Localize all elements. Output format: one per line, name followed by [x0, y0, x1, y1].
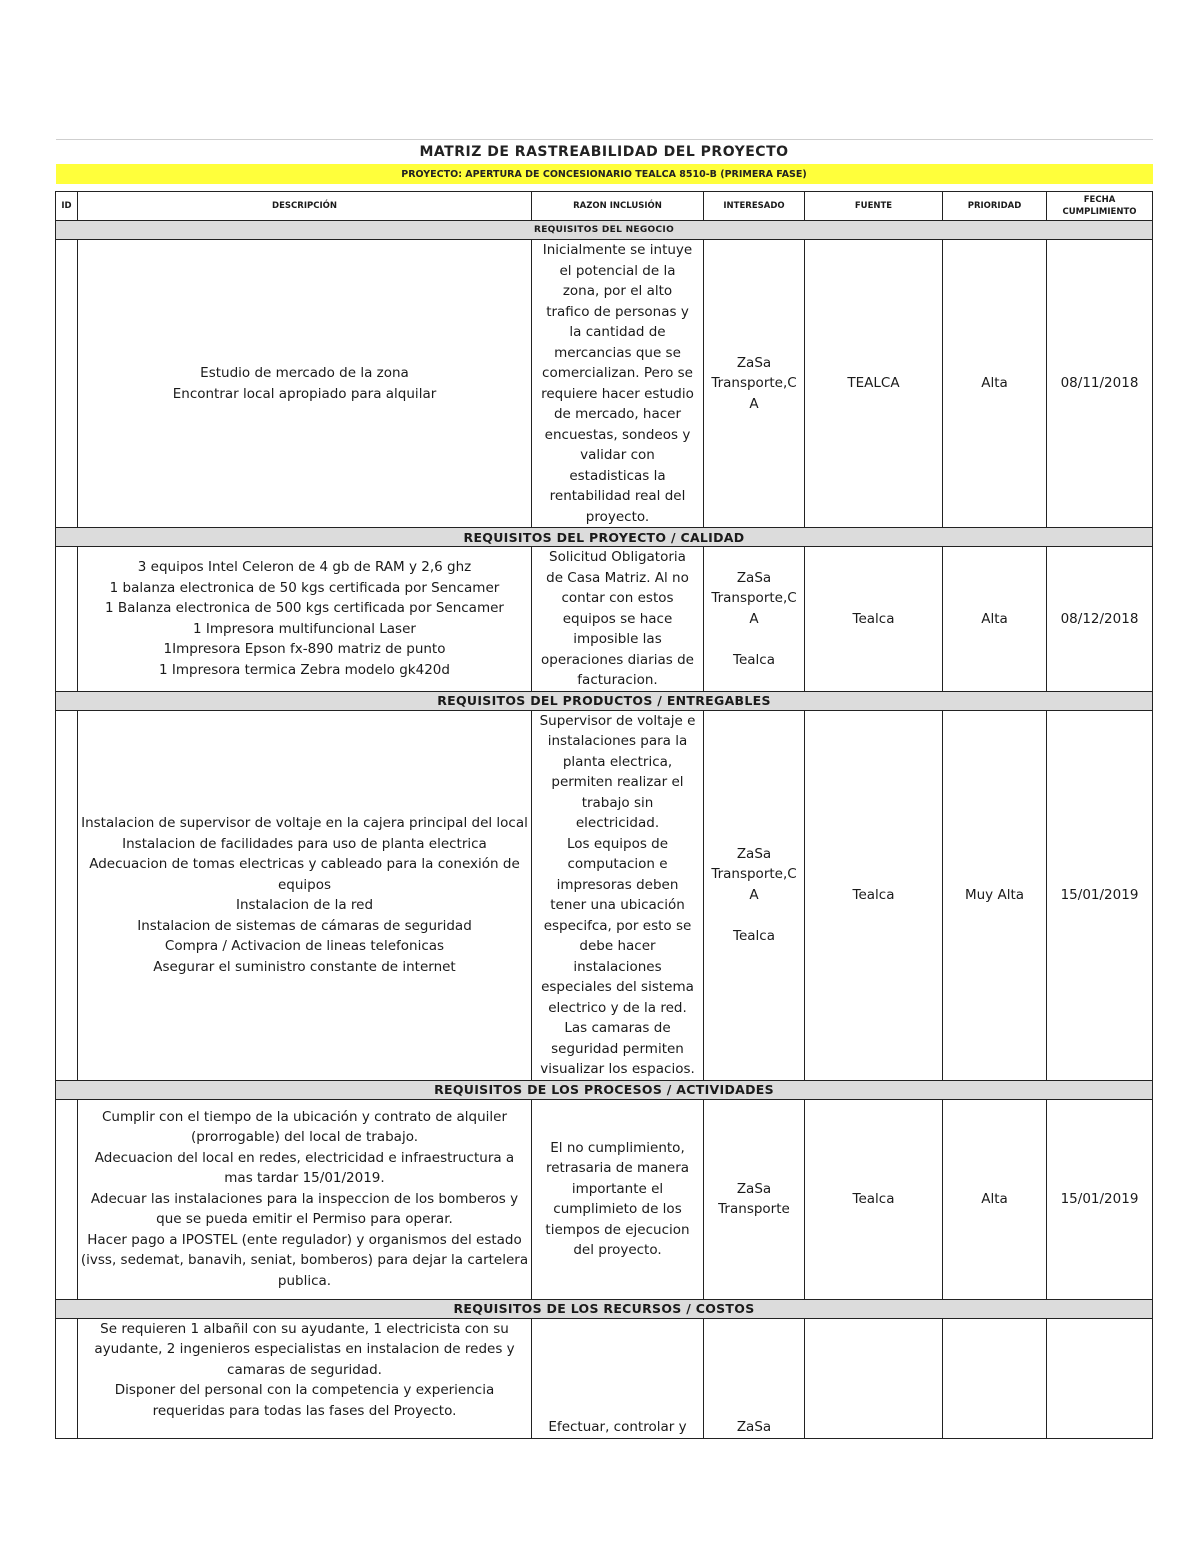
cell-line: electricidad. — [575, 815, 660, 831]
cell-line: Las camaras de — [564, 1020, 671, 1036]
cell-line: facturacion. — [577, 672, 658, 688]
cell-line: 1 Impresora multifuncional Laser — [193, 620, 416, 637]
cell-line — [706, 629, 802, 650]
cell-line: Adecuar las instalaciones para la inspeccion de los bomberos y que se pueda emitir el Permiso para operar. — [90, 1190, 519, 1228]
cell-prioridad — [943, 1318, 1047, 1438]
cell-line: zona, por el alto — [562, 283, 673, 299]
cell-fecha: 15/01/2019 — [1047, 1099, 1153, 1299]
table-row — [56, 1099, 1153, 1299]
cell-line: estadisticas la — [569, 467, 666, 484]
cell-reason — [532, 547, 704, 692]
cell-line: electrico y de la red. — [548, 999, 687, 1016]
cell-line: Inicialmente se intuye — [542, 242, 693, 258]
cell-line: equipos se hace — [562, 610, 673, 627]
cell-line: A — [749, 886, 759, 903]
cell-line: tener una ubicación — [550, 897, 685, 913]
cell-line: validar con — [580, 447, 655, 463]
cell-fuente: Tealca — [805, 710, 943, 1080]
cell-line: A — [749, 395, 759, 412]
table-row — [56, 710, 1153, 1080]
cell-line: 1 balanza electronica de 50 kgs certificada por Sencamer — [109, 579, 500, 596]
cell-line — [706, 905, 802, 926]
section-title: REQUISITOS DEL PRODUCTOS / ENTREGABLES — [56, 691, 1153, 710]
cell-id — [56, 240, 78, 528]
cell-line: trabajo sin — [581, 794, 654, 811]
cell-line: especifca, por esto se — [543, 917, 692, 934]
cell-line: Encontrar local apropiado para alquilar — [172, 385, 437, 402]
table-row — [56, 547, 1153, 692]
cell-interesado — [704, 1318, 805, 1438]
cell-line: Instalacion de facilidades para uso de planta electrica — [122, 835, 487, 852]
cell-interesado — [704, 710, 805, 1080]
header-fuente: FUENTE — [805, 192, 943, 221]
cell-interesado — [704, 240, 805, 528]
cell-reason — [532, 1099, 704, 1299]
header-razon: RAZON INCLUSIÓN — [532, 192, 704, 221]
section-title: REQUISITOS DE LOS PROCESOS / ACTIVIDADES — [56, 1080, 1153, 1099]
cell-line: Transporte,C — [711, 866, 797, 883]
cell-prioridad: Alta — [943, 240, 1047, 528]
section-header-row — [56, 1299, 1153, 1318]
cell-line: 3 equipos Intel Celeron de 4 gb de RAM y 2,6 ghz — [137, 559, 472, 576]
cell-reason — [532, 710, 704, 1080]
cell-prioridad: Alta — [943, 547, 1047, 692]
cell-line: Los equipos de — [566, 835, 669, 852]
cell-line: Instalacion de la red — [235, 897, 374, 913]
cell-line: computacion e — [567, 856, 668, 872]
cell-line: Cumplir con el tiempo de la ubicación y contrato de alquiler (prorrogable) del local de trabajo. — [101, 1108, 508, 1146]
cell-line: Se requieren 1 albañil con su ayudante, 1 electricista con su ayudante, 2 ingenieros especialistas en instalacion de redes y camaras de seguridad. — [94, 1320, 515, 1378]
cell-line: Compra / Activacion de lineas telefonicas — [164, 938, 445, 954]
cell-line: comercializan. Pero se — [542, 365, 693, 381]
cell-line: impresoras deben — [556, 876, 679, 893]
cell-description — [78, 547, 532, 692]
cell-line: encuestas, sondeos y — [544, 426, 691, 443]
cell-line: Tealca — [733, 651, 775, 668]
header-fecha: FECHA CUMPLIMIENTO — [1047, 192, 1153, 221]
cell-line: Transporte — [718, 1201, 790, 1217]
cell-line: mercancias que se — [554, 344, 681, 361]
cell-interesado — [704, 1099, 805, 1299]
cell-line: Adecuacion de tomas electricas y cableado para la conexión de equipos — [89, 856, 520, 893]
cell-line: Disponer del personal con la competencia y experiencia requeridas para todas las fases del Proyecto. — [114, 1382, 495, 1419]
cell-description — [78, 240, 532, 528]
cell-line: Transporte,C — [711, 375, 797, 392]
cell-line: seguridad permiten — [551, 1040, 684, 1057]
cell-fuente: Tealca — [805, 1099, 943, 1299]
header-descripcion: DESCRIPCIÓN — [78, 192, 532, 221]
cell-description — [78, 1318, 532, 1438]
cell-line: ZaSa — [736, 1180, 772, 1197]
header-prioridad: PRIORIDAD — [943, 192, 1047, 221]
section-title: REQUISITOS DE LOS RECURSOS / COSTOS — [56, 1299, 1153, 1318]
cell-line: ZaSa — [736, 354, 772, 371]
cell-line: ZaSa — [736, 845, 772, 862]
cell-line: Instalacion de sistemas de cámaras de seguridad — [137, 917, 472, 934]
cell-line: Asegurar el suministro constante de internet — [153, 958, 456, 975]
cell-reason — [532, 1318, 704, 1438]
cell-line: tiempos de ejecucion — [545, 1221, 690, 1238]
cell-reason — [532, 240, 704, 528]
cell-fecha — [1047, 1318, 1153, 1438]
cell-line: El no cumplimiento, — [550, 1139, 685, 1156]
cell-line: Hacer pago a IPOSTEL (ente regulador) y organismos del estado (ivss, sedemat, banavih, seniat, bomberos) para dejar la cartelera publica. — [80, 1231, 529, 1289]
cell-line: operaciones diarias de — [541, 651, 694, 668]
cell-line: del proyecto. — [573, 1242, 662, 1258]
cell-fuente — [805, 1318, 943, 1438]
cell-line: importante el — [571, 1180, 664, 1197]
cell-fecha: 08/11/2018 — [1047, 240, 1153, 528]
project-banner: PROYECTO: APERTURA DE CONCESIONARIO TEALCA 8510-B (PRIMERA FASE) — [56, 164, 1153, 184]
cell-line: imposible las — [573, 631, 662, 647]
cell-line: Transporte,C — [711, 590, 797, 606]
section-header-row — [56, 1080, 1153, 1099]
cell-line: Solicitud Obligatoria — [549, 549, 686, 565]
cell-line: la cantidad de — [569, 324, 666, 340]
cell-line: Adecuacion del local en redes, electricidad e infraestructura a mas tardar 15/01/2019. — [94, 1149, 515, 1187]
cell-line: 1Impresora Epson fx-890 matriz de punto — [163, 641, 446, 658]
traceability-table — [55, 139, 1153, 1439]
cell-line: permiten realizar el — [551, 774, 684, 790]
cell-line: proyecto. — [585, 508, 650, 525]
cell-line: retrasaria de manera — [545, 1160, 690, 1176]
matrix-title: MATRIZ DE RASTREABILIDAD DEL PROYECTO — [56, 140, 1153, 165]
cell-line: ZaSa — [736, 1419, 772, 1435]
cell-id — [56, 547, 78, 692]
cell-line: 1 Impresora termica Zebra modelo gk420d — [159, 661, 450, 678]
cell-fecha: 08/12/2018 — [1047, 547, 1153, 692]
cell-line: rentabilidad real del — [549, 488, 686, 504]
cell-line: Efectuar, controlar y — [548, 1419, 687, 1435]
cell-line: especiales del sistema — [541, 979, 694, 995]
cell-line: de Casa Matriz. Al no — [546, 569, 689, 586]
cell-id — [56, 1099, 78, 1299]
cell-line: instalaciones para la — [547, 733, 688, 749]
cell-line: A — [749, 610, 759, 627]
cell-id — [56, 1318, 78, 1438]
cell-line: Tealca — [733, 927, 775, 944]
cell-fuente: Tealca — [805, 547, 943, 692]
section-header-row — [56, 691, 1153, 710]
cell-line: 1 Balanza electronica de 500 kgs certificada por Sencamer — [105, 600, 504, 617]
cell-interesado — [704, 547, 805, 692]
cell-line: trafico de personas y — [546, 303, 689, 320]
cell-prioridad: Alta — [943, 1099, 1047, 1299]
cell-line: Estudio de mercado de la zona — [200, 365, 409, 381]
column-headers — [56, 192, 1153, 221]
header-id: ID — [56, 192, 78, 221]
cell-line: instalaciones — [573, 958, 662, 975]
cell-line: requiere hacer estudio — [541, 385, 694, 402]
section-header-row — [56, 221, 1153, 240]
cell-line: ZaSa — [736, 569, 772, 586]
cell-line: el potencial de la — [559, 262, 676, 279]
table-row — [56, 1318, 1153, 1438]
section-title: REQUISITOS DEL PROYECTO / CALIDAD — [56, 528, 1153, 547]
cell-fuente: TEALCA — [805, 240, 943, 528]
cell-line: debe hacer — [579, 938, 656, 954]
cell-id — [56, 710, 78, 1080]
header-interesado: INTERESADO — [704, 192, 805, 221]
cell-line: planta electrica, — [562, 753, 673, 770]
cell-description — [78, 710, 532, 1080]
cell-line: contar con estos — [561, 590, 674, 606]
spacer — [56, 184, 1153, 192]
section-header-row — [56, 528, 1153, 547]
cell-line: Supervisor de voltaje e — [539, 712, 696, 729]
traceability-sheet — [55, 139, 1152, 1435]
cell-line: cumplimieto de los — [553, 1201, 682, 1217]
table-row — [56, 240, 1153, 528]
cell-prioridad: Muy Alta — [943, 710, 1047, 1080]
cell-description — [78, 1099, 532, 1299]
section-title: REQUISITOS DEL NEGOCIO — [56, 221, 1153, 240]
cell-line: de mercado, hacer — [553, 406, 682, 422]
cell-line: Instalacion de supervisor de voltaje en la cajera principal del local — [81, 815, 528, 831]
cell-line: visualizar los espacios. — [540, 1061, 695, 1077]
cell-fecha: 15/01/2019 — [1047, 710, 1153, 1080]
